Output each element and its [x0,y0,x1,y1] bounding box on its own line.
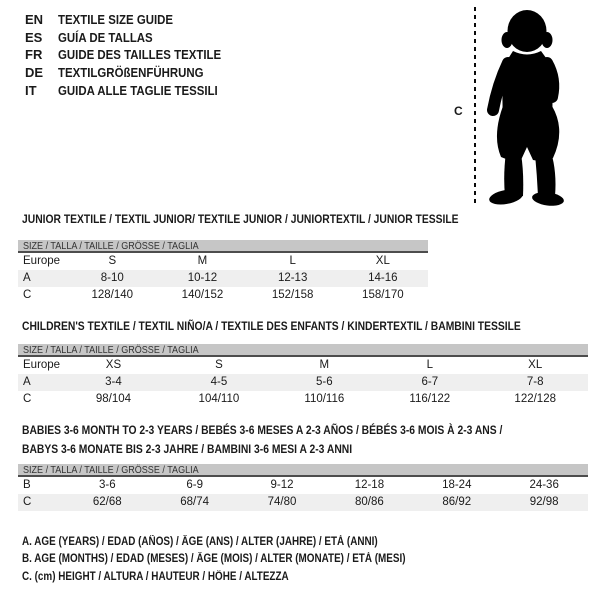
height-cell: 158/170 [362,289,404,301]
lang-label: TEXTILGRÖßENFÜHRUNG [58,65,204,81]
lang-row-fr [25,46,243,64]
note-age-years: A. AGE (YEARS) / EDAD (AÑOS) / ÂGE (ANS) / ALTER (JAHRE) / ETÀ (ANNI) [22,536,378,548]
junior-section-title: JUNIOR TEXTILE / TEXTIL JUNIOR/ TEXTILE JUNIOR / JUNIORTEXTIL / JUNIOR TESSILE [22,212,459,226]
table-row-age [18,270,428,287]
age-cell: 10-12 [187,272,218,284]
lang-label: GUIDE DES TAILLES TEXTILE [58,47,222,63]
lang-code: DE [25,65,44,81]
table-row-height [18,391,588,408]
row-label: C [23,289,32,301]
age-cell: 12-18 [354,479,385,491]
lang-code: EN [25,12,44,27]
note-height-cm: C. (cm) HEIGHT / ALTURA / HAUTEUR / HÖHE / ALTEZZA [22,570,289,583]
table-row-age-months [18,477,588,494]
row-label: A [23,376,31,388]
height-cell: 140/152 [181,289,224,301]
table-row-europe [18,357,588,374]
height-cell: 104/110 [198,393,240,405]
babies-section-title: BABIES 3-6 MONTH TO 2-3 YEARS / BEBÉS 3-6 MESES A 2-3 AÑOS / BÉBÉS 3-6 MOIS À 2-3 ANS / BABYS 3-6 MONATE BIS 2-3 JAHRE / BAMBINI 3-6 MESI A 2-3 ANNI [22,423,503,456]
table-row-height [18,287,428,304]
size-cell: XL [375,255,390,267]
baby-silhouette-icon [480,0,600,210]
row-label: B [23,479,31,491]
lang-code: ES [25,29,43,45]
note-age-months: B. AGE (MONTHS) / EDAD (MESES) / ÂGE (MOIS) / ALTER (MONATE) / ETÀ (MESI) [22,553,406,566]
size-header-bar: SIZE / TALLA / TAILLE / GRÖSSE / TAGLIA [18,464,588,477]
age-cell: 6-7 [421,376,439,388]
age-cell: 9-12 [270,479,294,491]
size-cell: L [289,255,296,267]
age-cell: 6-9 [186,479,203,491]
lang-label: TEXTILE SIZE GUIDE [58,12,174,27]
height-measure-line [474,7,476,205]
height-cell: 92/98 [529,496,559,508]
lang-code: FR [25,47,43,63]
height-cell: 80/86 [355,496,384,508]
age-cell: 14-16 [368,272,398,284]
size-cell: L [426,359,433,371]
size-cell: XS [105,359,122,371]
size-header-bar: SIZE / TALLA / TAILLE / GRÖSSE / TAGLIA [18,344,588,357]
height-cell: 122/128 [514,393,556,405]
size-cell: XL [528,359,543,371]
age-cell: 3-4 [105,376,122,388]
age-cell: 5-6 [316,376,333,388]
height-cell: 68/74 [180,496,210,508]
age-cell: 18-24 [442,479,472,491]
lang-row-de [25,64,243,82]
height-cell: 128/140 [91,289,134,301]
table-row-age [18,374,588,391]
size-cell: S [108,255,117,267]
row-label: Europe [23,359,61,371]
lang-label: GUÍA DE TALLAS [58,29,153,45]
lang-row-en [25,11,243,29]
height-cell: 98/104 [95,393,132,405]
legend-notes [22,534,468,586]
height-cell: 86/92 [442,496,472,508]
height-cell: 116/122 [409,393,451,405]
lang-code: IT [25,82,37,98]
lang-row-es [25,29,243,47]
age-cell: 12-13 [277,272,308,284]
junior-size-table [18,240,428,304]
height-cell: 74/80 [267,496,297,508]
table-row-height [18,494,588,511]
row-label: A [23,272,31,284]
size-cell: M [197,255,208,267]
age-cell: 3-6 [98,479,116,491]
size-cell: S [215,359,223,371]
height-cell: 110/116 [304,393,345,405]
lang-label: GUIDA ALLE TAGLIE TESSILI [58,82,218,98]
age-cell: 4-5 [210,376,228,388]
lang-row-it [25,82,243,100]
row-label: C [23,393,32,405]
height-cell: 62/68 [92,496,122,508]
children-size-table [18,344,588,408]
height-measure-label: C [454,104,463,118]
age-cell: 7-8 [526,376,544,388]
row-label: C [23,496,32,508]
size-header-bar: SIZE / TALLA / TAILLE / GRÖSSE / TAGLIA [18,240,428,253]
table-row-europe [18,253,428,270]
row-label: Europe [23,255,61,267]
language-header [25,11,243,99]
height-cell: 152/158 [271,289,314,301]
baby-figure [448,0,600,210]
babies-size-table [18,464,588,511]
size-cell: M [319,359,330,371]
age-cell: 24-36 [529,479,559,491]
children-section-title: CHILDREN'S TEXTILE / TEXTIL NIÑO/A / TEXTILE DES ENFANTS / KINDERTEXTIL / BAMBINI TESSILE [22,319,521,333]
age-cell: 8-10 [100,272,124,284]
